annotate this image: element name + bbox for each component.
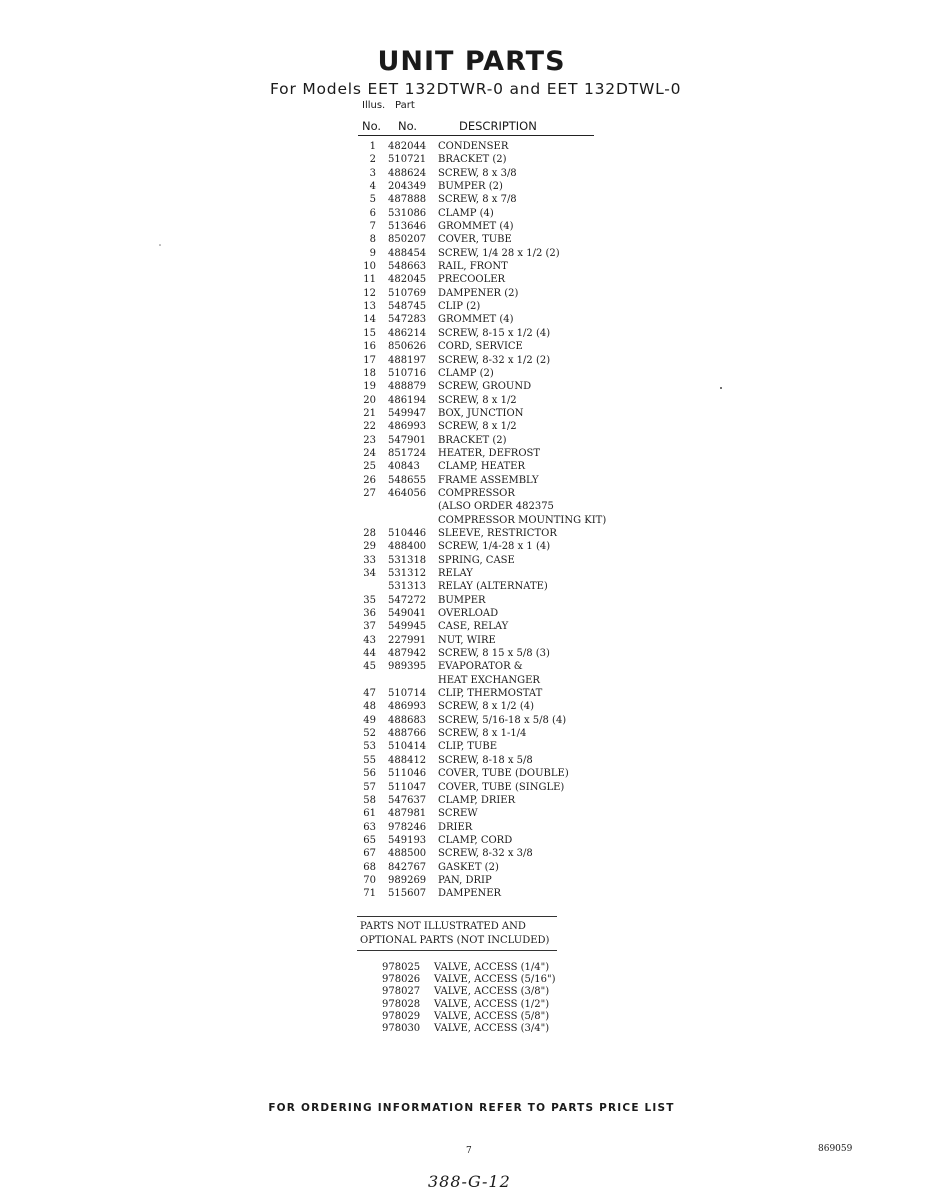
illus-no-cell: 65 [363,834,376,846]
description-cell: VALVE, ACCESS (5/8") [434,1010,550,1022]
part-no-cell: 486993 [388,701,427,713]
parts-row [362,660,622,673]
part-no-cell: 549041 [388,608,427,620]
part-no-cell: 842767 [388,861,427,873]
parts-row [362,207,622,220]
optional-row [382,999,582,1011]
notes-line-1: PARTS NOT ILLUSTRATED AND [360,921,526,932]
handwritten-note: 388-G-12 [428,1172,511,1191]
description-cell: SCREW, 8 x 1-1/4 [438,728,527,740]
illus-no-cell: 67 [363,848,376,860]
illus-no-cell: 53 [363,741,376,753]
illus-no-cell: 33 [363,554,376,566]
parts-row [362,394,622,407]
description-cell: GROMMET (4) [438,314,514,326]
part-no-cell: 515607 [388,888,427,900]
notes-top-divider [357,916,557,917]
part-no-cell: 487888 [388,194,427,206]
illus-no-cell: 9 [369,247,376,259]
illus-no-cell: 21 [363,407,376,419]
parts-list [362,140,622,901]
description-cell: BOX, JUNCTION [438,407,524,419]
part-no-cell: 548745 [388,301,427,313]
parts-row [362,500,622,513]
parts-row [362,220,622,233]
description-cell: PRECOOLER [438,274,506,286]
illus-no-cell: 6 [369,207,376,219]
parts-row [362,700,622,713]
parts-row [362,540,622,553]
description-cell: VALVE, ACCESS (3/4") [434,1022,550,1034]
illus-no-cell: 71 [363,888,376,900]
description-cell: SCREW, GROUND [438,381,532,393]
description-cell: HEATER, DEFROST [438,447,541,459]
part-label: Part [395,100,415,111]
description-cell: SCREW, 8-15 x 1/2 (4) [438,327,551,339]
parts-row [362,273,622,286]
part-no-cell: 978025 [382,962,421,973]
illus-no-cell: 26 [363,474,376,486]
parts-row [362,687,622,700]
description-cell: SCREW, 8 x 7/8 [438,194,517,206]
part-no-cell: 978246 [388,821,427,833]
parts-row [362,313,622,326]
illus-no-cell: 19 [363,381,376,393]
parts-row [362,474,622,487]
description-cell: RAIL, FRONT [438,261,508,273]
parts-row [362,594,622,607]
part-no-cell: 510769 [388,287,427,299]
parts-row [362,620,622,633]
part-no-cell: 488624 [388,167,427,179]
part-no-cell: 488879 [388,381,427,393]
description-cell: CLAMP (4) [438,207,494,219]
parts-row [362,834,622,847]
part-no-cell: 487981 [388,808,427,820]
part-no-cell: 531312 [388,568,427,579]
illus-no-cell: 20 [363,394,376,406]
part-no-cell: 488683 [388,714,427,726]
part-no-cell: 978028 [382,998,421,1010]
optional-row [382,974,582,986]
parts-row [362,567,622,580]
part-no-cell: 978027 [382,986,421,998]
part-no-cell: 989269 [388,874,427,886]
parts-row [362,340,622,353]
description-cell: CLIP, TUBE [438,741,498,753]
part-no-cell: 549947 [388,407,427,419]
description-cell: VALVE, ACCESS (5/16") [434,974,556,986]
parts-row [362,233,622,246]
parts-row [362,354,622,367]
parts-row [362,887,622,900]
description-cell: BRACKET (2) [438,154,507,166]
illus-no-cell: 45 [363,661,376,673]
parts-row [362,847,622,860]
parts-row [362,287,622,300]
part-no-cell: 851724 [388,447,427,459]
description-cell: COMPRESSOR MOUNTING KIT) [438,514,607,526]
description-cell: (ALSO ORDER 482375 [438,501,554,513]
parts-row [362,380,622,393]
description-cell: CLAMP (2) [438,367,494,379]
description-cell: COVER, TUBE (SINGLE) [438,781,565,793]
part-no-cell: 482044 [388,141,427,152]
parts-row [362,327,622,340]
part-no-cell: 547283 [388,314,427,326]
notes-block [360,920,549,948]
illus-no-cell: 5 [369,194,376,206]
illus-no-cell: 49 [363,714,376,726]
parts-row [362,420,622,433]
parts-row [362,460,622,473]
illus-no-cell: 70 [363,874,376,886]
part-no-cell: 510716 [388,367,427,379]
illus-no-cell: 12 [363,287,376,299]
parts-row [362,140,622,153]
notes-line-2: OPTIONAL PARTS (NOT INCLUDED) [360,935,550,946]
parts-row [362,861,622,874]
description-cell: DAMPENER [438,888,502,900]
description-cell: SCREW [438,808,478,820]
optional-parts-list [382,962,582,1035]
illus-no-cell: 7 [369,221,376,233]
parts-row [362,767,622,780]
description-cell: BUMPER (2) [438,181,503,193]
parts-row [362,554,622,567]
parts-row [362,821,622,834]
description-cell: EVAPORATOR & [438,661,523,673]
illus-no-cell: 10 [363,261,376,273]
parts-row [362,714,622,727]
part-no-cell: 40843 [388,461,420,473]
description-cell: CORD, SERVICE [438,341,523,353]
part-no-cell: 488400 [388,541,427,553]
description-cell: SCREW, 5/16-18 x 5/8 (4) [438,714,567,726]
part-no-cell: 531313 [388,581,427,593]
illus-no-cell: 29 [363,541,376,553]
part-no-cell: 548663 [388,261,427,273]
parts-row [362,153,622,166]
illus-no-cell: 58 [363,794,376,806]
part-no-cell: 511046 [388,768,427,780]
part-no-cell: 547637 [388,794,427,806]
parts-row [362,674,622,687]
illus-no-cell: 16 [363,341,376,353]
optional-row [382,1023,582,1035]
illus-no-cell: 2 [369,154,376,166]
part-no-cell: 989395 [388,661,427,673]
part-no-cell: 548655 [388,474,427,486]
parts-row [362,514,622,527]
description-cell: COMPRESSOR [438,487,515,499]
illus-no-cell: 8 [369,234,376,246]
part-no-cell: 850626 [388,341,427,353]
illus-no-cell: 22 [363,421,376,433]
description-cell: PAN, DRIP [438,874,492,886]
illus-no-cell: 44 [363,648,376,660]
parts-row [362,607,622,620]
parts-row [362,487,622,500]
part-no-cell: 978029 [382,1010,421,1022]
part-no-cell: 487942 [388,648,427,660]
ordering-info: FOR ORDERING INFORMATION REFER TO PARTS PRICE LIST [268,1102,675,1114]
illus-label: Illus. [362,100,386,111]
description-cell: SCREW, 8-32 x 3/8 [438,848,533,860]
parts-row [362,167,622,180]
part-no-cell: 488500 [388,848,427,860]
description-cell: SCREW, 8 x 1/2 [438,394,517,406]
illus-no-cell: 11 [363,274,376,286]
optional-row [382,1011,582,1023]
illus-no-cell: 47 [363,688,376,700]
illus-no-cell: 15 [363,327,376,339]
part-no-header: No. [398,119,418,133]
illus-no-cell: 43 [363,634,376,646]
illus-no-cell: 36 [363,608,376,620]
description-cell: SPRING, CASE [438,554,515,566]
parts-row [362,754,622,767]
illus-no-cell: 14 [363,314,376,326]
illus-no-cell: 55 [363,754,376,766]
parts-row [362,740,622,753]
part-no-cell: 486993 [388,421,427,433]
illus-no-cell: 37 [363,621,376,633]
description-cell: SCREW, 1/4 28 x 1/2 (2) [438,247,560,259]
description-cell: RELAY [438,568,473,579]
description-cell: RELAY (ALTERNATE) [438,581,548,593]
part-no-cell: 549193 [388,834,427,846]
part-no-cell: 488412 [388,754,427,766]
description-cell: SCREW, 8-18 x 5/8 [438,754,533,766]
illus-no-cell: 68 [363,861,376,873]
description-cell: SCREW, 8 x 1/2 [438,421,517,433]
illus-no-cell: 23 [363,434,376,446]
part-no-cell: 204349 [388,181,427,193]
description-cell: OVERLOAD [438,608,499,620]
document-number: 869059 [818,1144,853,1154]
illus-no-cell: 4 [369,181,376,193]
description-cell: HEAT EXCHANGER [438,674,540,686]
description-cell: VALVE, ACCESS (3/8") [434,986,550,998]
illus-no-cell: 24 [363,447,376,459]
notes-bottom-divider [357,950,557,951]
parts-row [362,807,622,820]
illus-no-cell: 13 [363,301,376,313]
illus-no-cell: 48 [363,701,376,713]
part-no-cell: 978030 [382,1022,421,1034]
illus-no-cell: 1 [369,141,376,152]
description-header: DESCRIPTION [459,119,537,133]
parts-row [362,647,622,660]
illus-no-cell: 25 [363,461,376,473]
parts-row [362,580,622,593]
parts-row [362,407,622,420]
part-no-cell: 464056 [388,487,427,499]
description-cell: GASKET (2) [438,861,499,873]
description-cell: DAMPENER (2) [438,287,519,299]
parts-row [362,434,622,447]
illus-no-cell: 61 [363,808,376,820]
description-cell: DRIER [438,821,473,833]
part-no-cell: 850207 [388,234,427,246]
part-no-cell: 510721 [388,154,427,166]
parts-row [362,634,622,647]
parts-row [362,300,622,313]
description-cell: BRACKET (2) [438,434,507,446]
optional-row [382,962,582,974]
part-no-cell: 486194 [388,394,427,406]
illus-no-cell: 17 [363,354,376,366]
part-no-cell: 482045 [388,274,427,286]
description-cell: CLAMP, DRIER [438,794,516,806]
illus-no-cell: 52 [363,728,376,740]
parts-row [362,260,622,273]
part-no-cell: 547272 [388,594,427,606]
illus-no-cell: 34 [363,568,376,579]
scan-speck [720,387,722,389]
description-cell: BUMPER [438,594,486,606]
illus-no-cell: 63 [363,821,376,833]
description-cell: GROMMET (4) [438,221,514,233]
description-cell: COVER, TUBE [438,234,512,246]
description-cell: VALVE, ACCESS (1/2") [434,998,550,1010]
part-no-cell: 531318 [388,554,427,566]
description-cell: SCREW, 8 x 1/2 (4) [438,701,535,713]
description-cell: CLIP (2) [438,301,481,313]
page-title: UNIT PARTS [377,46,566,77]
part-no-cell: 488454 [388,247,427,259]
part-no-cell: 531086 [388,207,427,219]
description-cell: VALVE, ACCESS (1/4") [434,962,550,973]
description-cell: NUT, WIRE [438,634,496,646]
illus-no-cell: 57 [363,781,376,793]
description-cell: CLAMP, CORD [438,834,513,846]
part-no-cell: 511047 [388,781,427,793]
description-cell: FRAME ASSEMBLY [438,474,539,486]
description-cell: CLAMP, HEATER [438,461,526,473]
parts-row [362,727,622,740]
parts-row [362,193,622,206]
illus-no-cell: 27 [363,487,376,499]
description-cell: CASE, RELAY [438,621,509,633]
parts-row [362,874,622,887]
part-no-cell: 547901 [388,434,427,446]
part-no-cell: 488766 [388,728,427,740]
description-cell: SCREW, 8 15 x 5/8 (3) [438,648,550,660]
parts-row [362,527,622,540]
parts-row [362,781,622,794]
description-cell: SCREW, 8 x 3/8 [438,167,517,179]
part-no-cell: 227991 [388,634,427,646]
part-no-cell: 510714 [388,688,427,700]
models-subtitle: For Models EET 132DTWR-0 and EET 132DTWL-0 [270,80,682,98]
part-no-cell: 513646 [388,221,427,233]
part-no-cell: 510414 [388,741,427,753]
optional-row [382,986,582,998]
description-cell: CONDENSER [438,141,509,152]
part-no-cell: 510446 [388,527,427,539]
illus-no-cell: 18 [363,367,376,379]
illus-no-header: No. [362,119,382,133]
description-cell: SLEEVE, RESTRICTOR [438,527,557,539]
part-no-cell: 549945 [388,621,427,633]
parts-row [362,247,622,260]
description-cell: SCREW, 1/4-28 x 1 (4) [438,541,551,553]
part-no-cell: 978026 [382,974,421,986]
parts-row [362,794,622,807]
illus-no-cell: 3 [369,167,376,179]
description-cell: CLIP, THERMOSTAT [438,688,543,700]
description-cell: SCREW, 8-32 x 1/2 (2) [438,354,551,366]
illus-no-cell: 28 [363,527,376,539]
scan-speck [159,244,161,246]
parts-row [362,447,622,460]
header-divider [358,135,594,136]
part-no-cell: 488197 [388,354,427,366]
illus-no-cell: 56 [363,768,376,780]
description-cell: COVER, TUBE (DOUBLE) [438,768,569,780]
page-number: 7 [466,1146,472,1156]
illus-no-cell: 35 [363,594,376,606]
parts-row [362,367,622,380]
parts-row [362,180,622,193]
part-no-cell: 486214 [388,327,427,339]
